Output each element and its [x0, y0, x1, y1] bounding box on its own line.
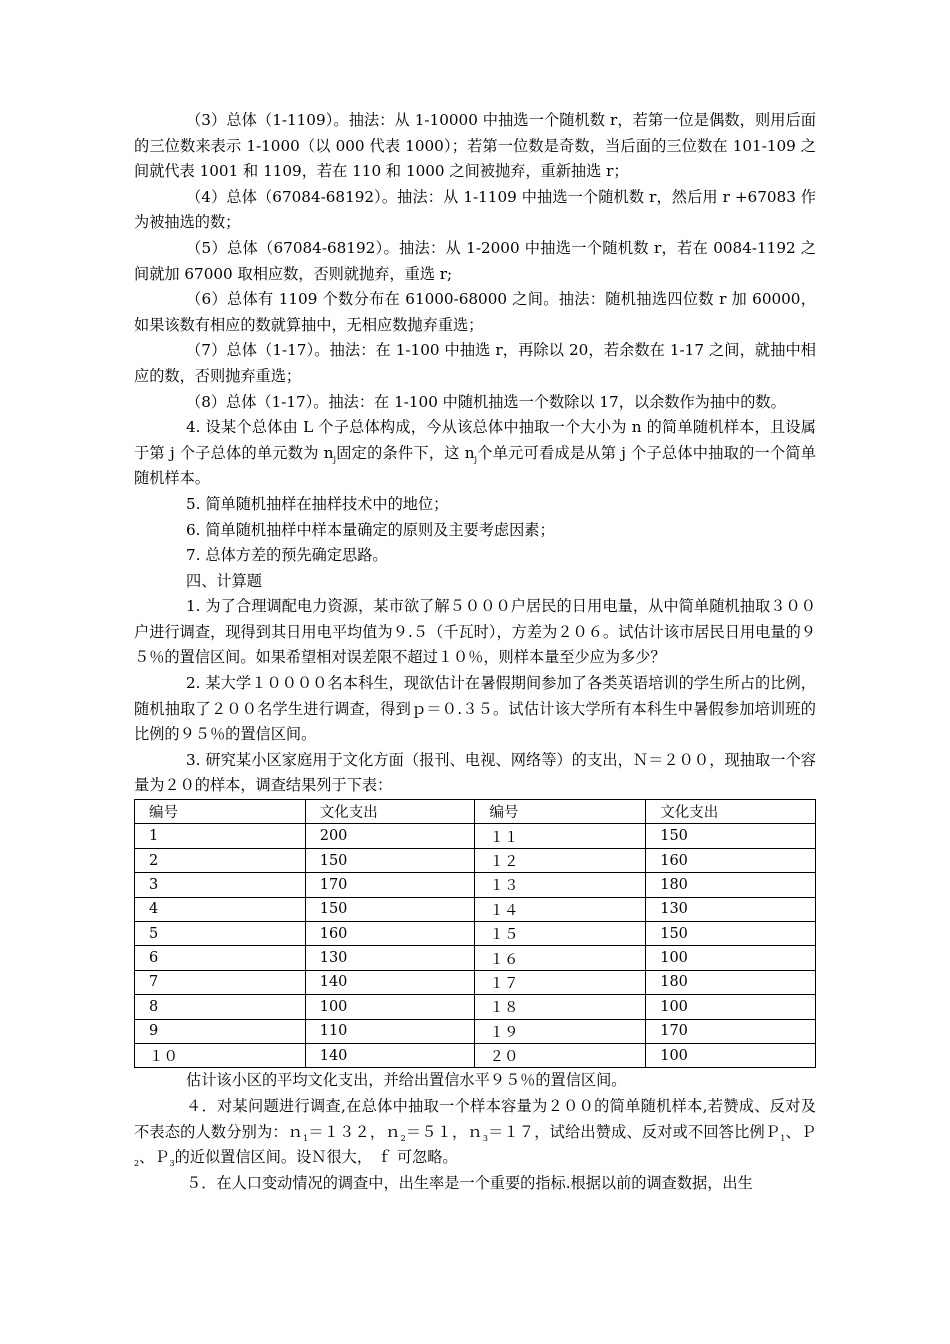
table-cell: １４	[475, 897, 646, 921]
table-cell: 170	[305, 873, 475, 897]
table-header: 文化支出	[646, 800, 816, 824]
table-cell: 7	[135, 970, 306, 994]
expense-table	[134, 799, 816, 1068]
table-cell: １３	[475, 873, 646, 897]
paragraph: 5. 简单随机抽样在抽样技术中的地位；	[186, 494, 449, 513]
table-cell: 160	[305, 921, 475, 945]
question-4: 4. 设某个总体由 L 个子总体构成，今从该总体中抽取一个大小为 n 的简单随机样本，且设属于第 j 个子总体的单元数为 $n_j$固定的条件下，这 $n_j$个单元可看成是从第 j 个子总体中抽取的一个简单随机样本。	[134, 418, 816, 488]
paragraph: 1. 为了合理调配电力资源，某市欲了解５０００户居民的日用电量，从中简单随机抽取３００户进行调查，现得到其日用电平均值为９.５（千瓦时），方差为２０６。试估计该市居民日用电量的９５％的置信区间。如果希望相对误差限不超过１０％，则样本量至少应为多少？	[134, 597, 816, 667]
table-cell: １１	[475, 824, 646, 848]
table-cell: 100	[646, 1043, 816, 1067]
table-cell: 130	[305, 946, 475, 970]
table-cell: 5	[135, 921, 306, 945]
document-page	[134, 108, 816, 1196]
paragraph: 7. 总体方差的预先确定思路。	[186, 546, 388, 565]
table-cell: 100	[305, 995, 475, 1019]
table-cell: １８	[475, 995, 646, 1019]
table-header: 文化支出	[305, 800, 475, 824]
table-cell: 170	[646, 1019, 816, 1043]
paragraph: ５．在人口变动情况的调查中，出生率是一个重要的指标.根据以前的调查数据，出生	[186, 1173, 753, 1192]
table-cell: 100	[646, 946, 816, 970]
table-cell: 150	[305, 848, 475, 872]
table-header: 编号	[475, 800, 646, 824]
table-row	[135, 946, 816, 970]
paragraph: （6）总体有 1109 个数分布在 61000-68000 之间。抽法：随机抽选四位数 r 加 60000，如果该数有相应的数就算抽中，无相应数抛弃重选；	[134, 290, 816, 334]
table-cell: 110	[305, 1019, 475, 1043]
paragraph: （3）总体（1-1109）。抽法：从 1-10000 中抽选一个随机数 r，若第一位是偶数，则用后面的三位数来表示 1-1000（以 000 代表 1000）；若第一位数是奇数，当后面的三位数在 101-109 之间就代表 1001 和 1109，若在 110 和 1000 之间被抛弃，重新抽选 r；	[134, 111, 816, 181]
table-header-row	[135, 800, 816, 824]
table-cell: 6	[135, 946, 306, 970]
paragraph: （4）总体（67084-68192）。抽法：从 1-1109 中抽选一个随机数 r，然后用 r +67083 作为被抽选的数；	[134, 187, 816, 232]
table-cell: 200	[305, 824, 475, 848]
table-row	[135, 970, 816, 994]
table-cell: 160	[646, 848, 816, 872]
paragraph: 2. 某大学１００００名本科生，现欲估计在暑假期间参加了各类英语培训的学生所占的比例，随机抽取了２００名学生进行调查，得到ｐ＝０.３５。试估计该大学所有本科生中暑假参加培训班的比例的９５％的置信区间。	[134, 674, 816, 744]
paragraph: 6. 简单随机抽样中样本量确定的原则及主要考虑因素；	[186, 520, 555, 539]
paragraph: （8）总体（1-17）。抽法：在 1-100 中随机抽选一个数除以 17，以余数作为抽中的数。	[186, 392, 786, 411]
table-row	[135, 897, 816, 921]
table-cell: １５	[475, 921, 646, 945]
table-cell: 150	[646, 921, 816, 945]
table-row	[135, 1019, 816, 1043]
question-4b: ４．对某问题进行调查,在总体中抽取一个样本容量为２００的简单随机样本,若赞成、反对及不表态的人数分别为：ｎ$_1$＝１３２，ｎ$_2$＝５１，ｎ$_3$＝１７，试给出赞成、反对或不回答比例Ｐ$_1$、Ｐ$_2$、Ｐ$_3$的近似置信区间。设Ｎ很大， ｆ 可忽略。	[134, 1096, 817, 1169]
table-cell: 130	[646, 897, 816, 921]
table-header: 编号	[135, 800, 306, 824]
paragraph: （7）总体（1-17）。抽法：在 1-100 中抽选 r，再除以 20，若余数在 1-17 之间，就抽中相应的数，否则抛弃重选；	[134, 341, 816, 385]
table-cell: 2	[135, 848, 306, 872]
paragraph: （5）总体（67084-68192）。抽法：从 1-2000 中抽选一个随机数 r，若在 0084-1192 之间就加 67000 取相应数，否则就抛弃，重选 r;	[134, 238, 816, 283]
table-cell: ２０	[475, 1043, 646, 1067]
table-cell: １０	[135, 1043, 306, 1067]
table-row	[135, 1043, 816, 1067]
table-cell: 3	[135, 873, 306, 897]
table-cell: 150	[305, 897, 475, 921]
table-cell: 150	[646, 824, 816, 848]
table-cell: １７	[475, 970, 646, 994]
table-cell: 4	[135, 897, 306, 921]
table-row	[135, 824, 816, 848]
paragraph: 3. 研究某小区家庭用于文化方面（报刊、电视、网络等）的支出，Ｎ＝２００，现抽取一个容量为２０的样本，调查结果列于下表：	[134, 750, 816, 795]
table-cell: 140	[305, 970, 475, 994]
table-cell: １９	[475, 1019, 646, 1043]
table-row	[135, 921, 816, 945]
section-heading: 四、计算题	[186, 571, 262, 590]
table-cell: 180	[646, 970, 816, 994]
table-cell: 9	[135, 1019, 306, 1043]
table-cell: １２	[475, 848, 646, 872]
table-cell: 180	[646, 873, 816, 897]
table-cell: 8	[135, 995, 306, 1019]
table-row	[135, 995, 816, 1019]
table-row	[135, 848, 816, 872]
table-cell: １６	[475, 946, 646, 970]
table-cell: 100	[646, 995, 816, 1019]
table-row	[135, 873, 816, 897]
table-cell: 140	[305, 1043, 475, 1067]
table-cell: 1	[135, 824, 306, 848]
paragraph: 估计该小区的平均文化支出，并给出置信水平９５％的置信区间。	[186, 1071, 627, 1090]
